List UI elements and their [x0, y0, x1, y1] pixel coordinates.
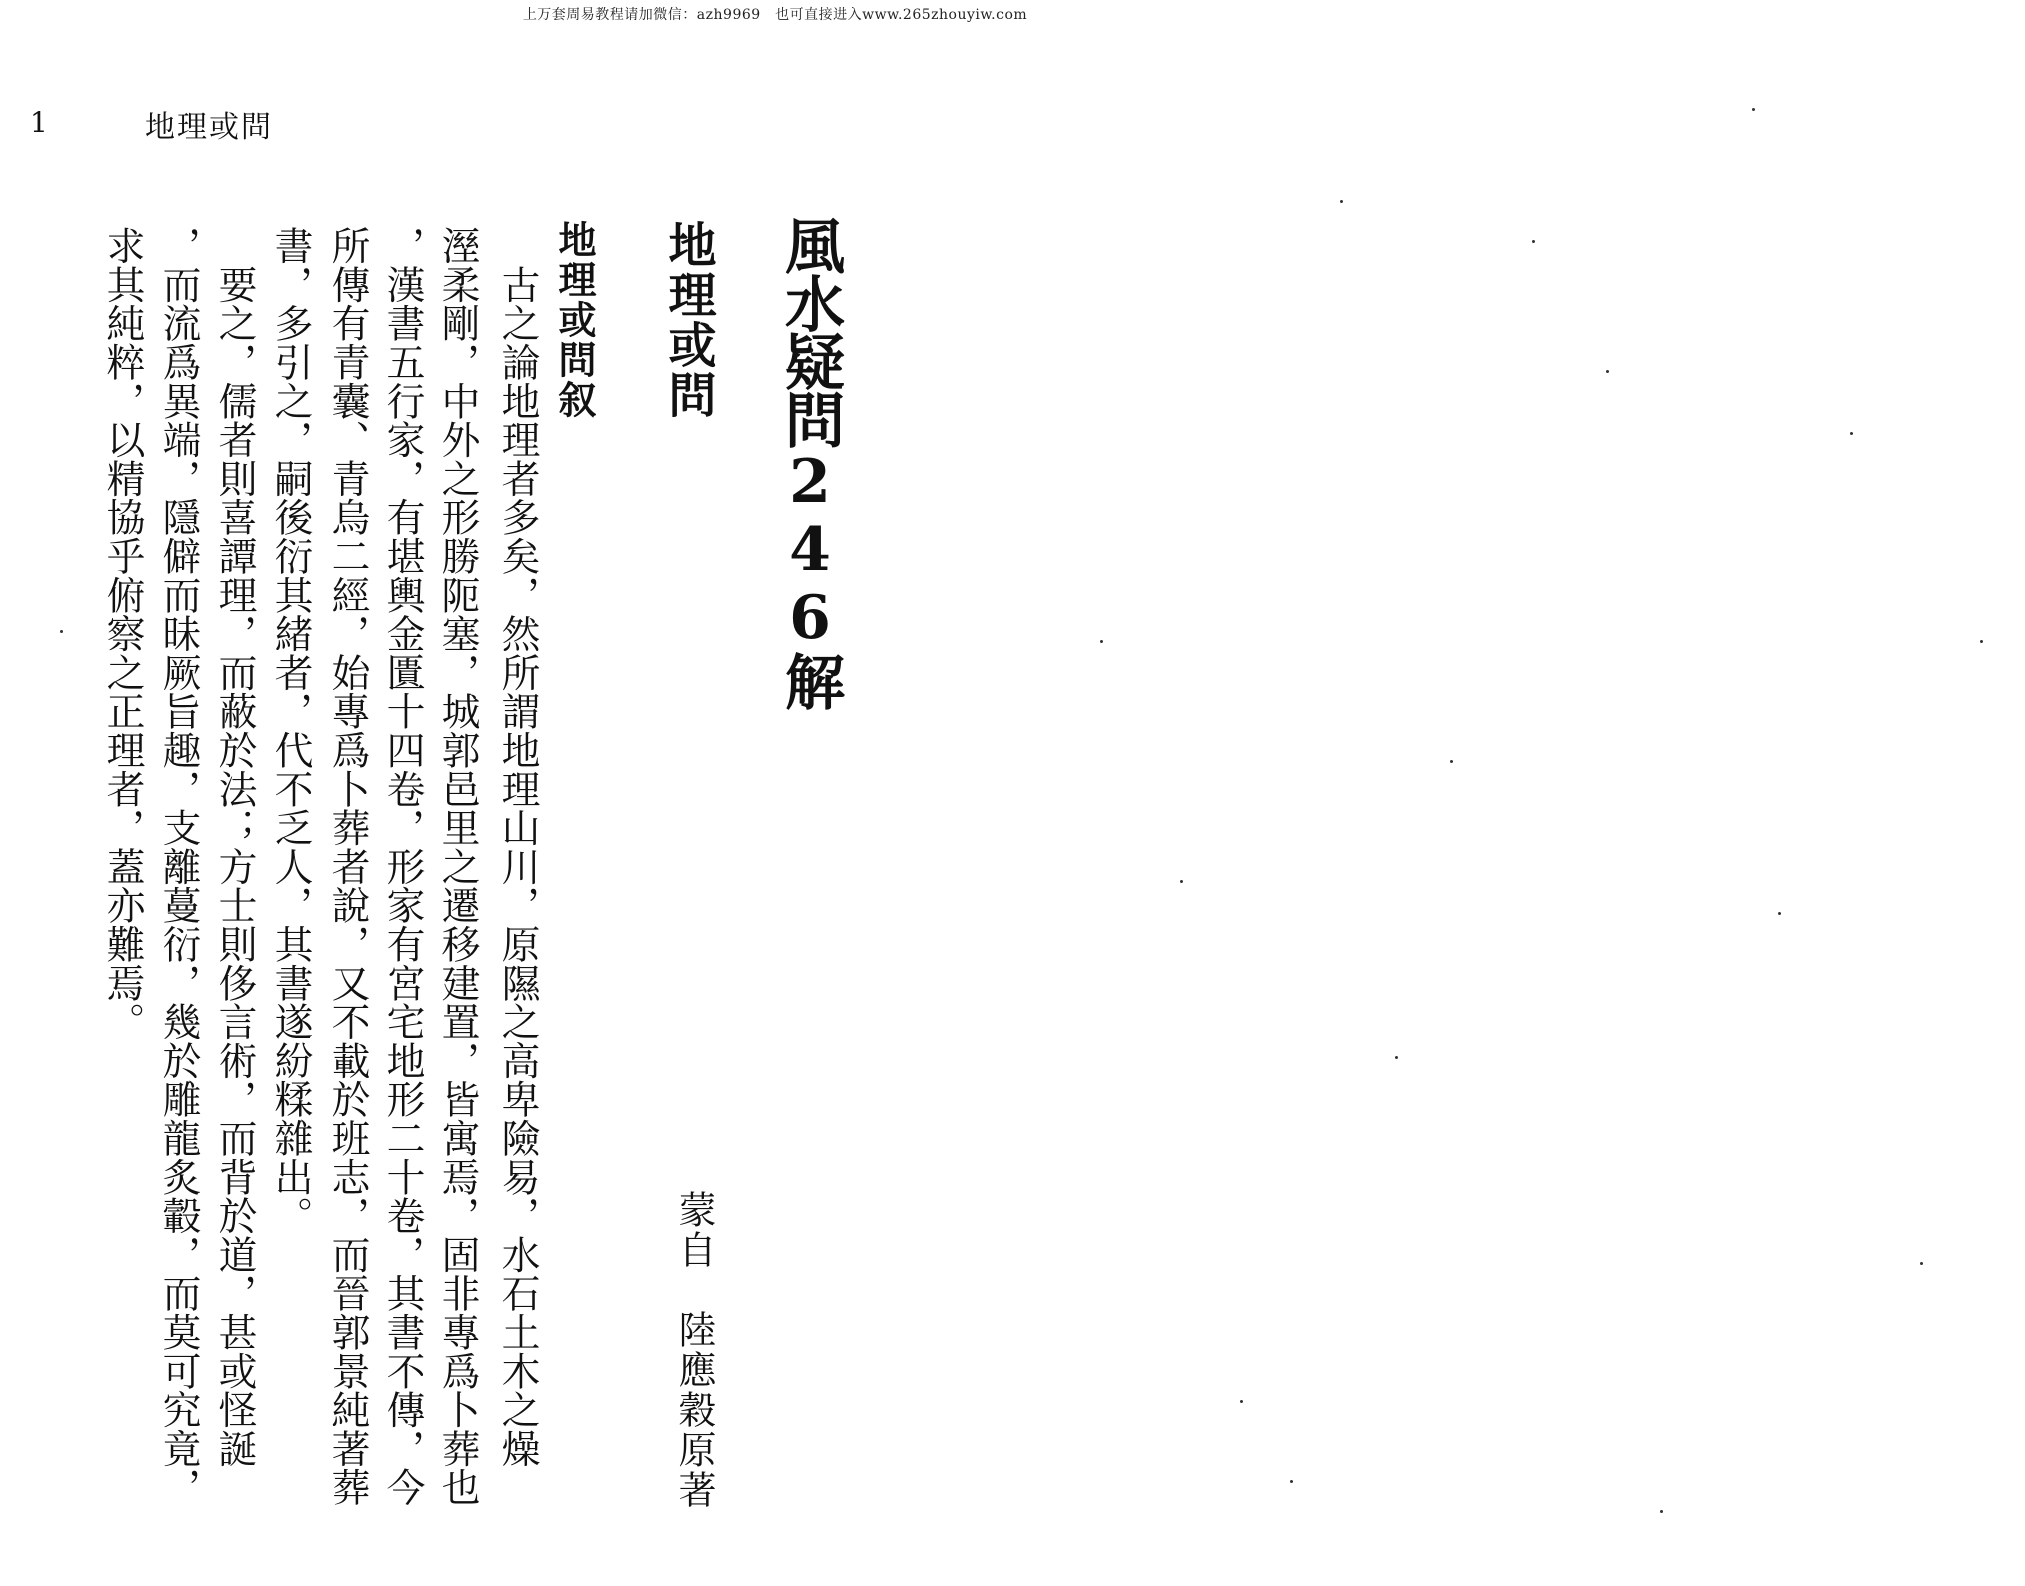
scan-speckle [1100, 640, 1103, 643]
page-number: 1 [30, 106, 48, 139]
body-column: 要之，儒者則喜譚理，而蔽於法；方士則侈言術，而背於道，甚或怪誕 [212, 226, 257, 1468]
scan-speckle [1660, 1510, 1663, 1513]
scan-speckle [1752, 108, 1755, 111]
body-column: ，而流爲異端，隱僻而昧厥旨趣，支離蔓衍，幾於雕龍炙轂，而莫可究竟， [156, 226, 201, 1507]
scan-speckle [1980, 640, 1983, 643]
body-column: ，漢書五行家，有堪輿金匱十四卷，形家有宮宅地形二十卷，其書不傳，今 [380, 226, 425, 1507]
section-title: 地理或問叙 [552, 220, 597, 420]
scan-speckle [1395, 1056, 1398, 1059]
scan-speckle [1850, 432, 1853, 435]
scan-speckle [1340, 200, 1343, 203]
body-column: 書，多引之，嗣後衍其緒者，代不乏人，其書遂紛糅雜出。 [268, 226, 313, 1235]
chapter-title: 地理或問 [660, 220, 716, 420]
body-column: 溼柔剛，中外之形勝阨塞，城郭邑里之遷移建置，皆寓焉，固非專爲卜葬也 [435, 226, 480, 1507]
scan-speckle [1920, 1262, 1923, 1265]
scan-speckle [1240, 1400, 1243, 1403]
scan-speckle [1606, 370, 1609, 373]
body-column: 古之論地理者多矣，然所謂地理山川，原隰之高卑險易，水石土木之燥 [495, 226, 540, 1468]
book-title: 風水疑問246解 [775, 215, 845, 709]
running-header: 地理或問 [145, 110, 273, 145]
scan-speckle [1778, 912, 1781, 915]
scan-speckle [1180, 880, 1183, 883]
author-line: 蒙自 陸應穀原著 [672, 1190, 716, 1510]
body-column: 所傳有青囊、青烏二經，始專爲卜葬者說，又不載於班志，而晉郭景純著葬 [325, 226, 370, 1507]
scan-speckle [1290, 1480, 1293, 1483]
scan-speckle [1450, 760, 1453, 763]
body-column: 求其純粹，以精協乎俯察之正理者，蓋亦難焉。 [100, 226, 145, 1041]
watermark-banner: 上万套周易教程请加微信：azh9969 也可直接进入www.265zhouyiw.com [522, 7, 1028, 23]
scan-speckle [1532, 240, 1535, 243]
scan-speckle [60, 630, 63, 633]
